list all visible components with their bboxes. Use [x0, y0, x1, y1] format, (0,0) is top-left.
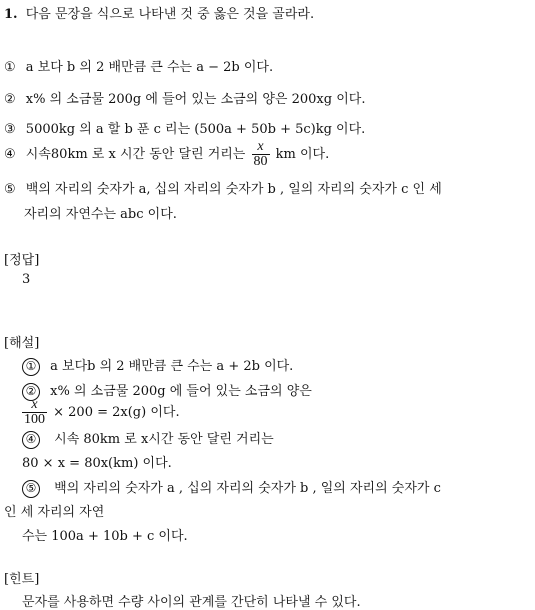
explanation-item-2-after: × 200 = 2x(g) 이다.	[53, 405, 180, 420]
explanation-item-4-text: 시속 80km 로 x시간 동안 달린 거리는	[54, 432, 274, 447]
hint-text: 문자를 사용하면 수량 사이의 관계를 간단히 나타낼 수 있다.	[22, 595, 361, 610]
option-1	[4, 56, 273, 75]
option-5	[4, 178, 442, 197]
option-2-text: x% 의 소금물 200g 에 들어 있는 소금의 양은 200xg 이다.	[25, 92, 366, 107]
option-5-line1: 백의 자리의 숫자가 a, 십의 자리의 숫자가 b , 일의 자리의 숫자가 c 인 세	[25, 182, 442, 197]
explanation-item-5-text: 백의 자리의 숫자가 a , 십의 자리의 숫자가 b , 일의 자리의 숫자가 c	[54, 481, 441, 496]
option-2	[4, 88, 365, 107]
explanation-item-1-mark: ①	[22, 358, 40, 376]
answer-value: 3	[22, 272, 31, 287]
question-prompt: 다음 문장을 식으로 나타낸 것 중 옳은 것을 골라라.	[25, 7, 315, 22]
option-3-mark: ③	[4, 122, 16, 137]
option-2-mark: ②	[4, 92, 16, 107]
option-4-mark: ④	[4, 147, 16, 162]
option-1-text: a 보다 b 의 2 배만큼 큰 수는 a − 2b 이다.	[25, 60, 274, 75]
explanation-item-2-frac-den: 100	[24, 412, 45, 427]
explanation-item-1-text: a 보다b 의 2 배만큼 큰 수는 a + 2b 이다.	[50, 359, 294, 374]
option-4-fraction	[252, 140, 270, 169]
explanation-item-5	[22, 477, 441, 498]
question-number: 1.	[4, 7, 18, 22]
explanation-item-4-mark: ④	[22, 431, 40, 449]
explanation-label: [해설]	[4, 336, 40, 351]
option-4-frac-num: x	[252, 140, 270, 155]
explanation-item-1	[22, 355, 293, 376]
explanation-item-2-text: x% 의 소금물 200g 에 들어 있는 소금의 양은	[50, 384, 312, 399]
answer-label: [정답]	[4, 253, 40, 268]
option-3-text: 5000kg 의 a 할 b 푼 c 리는 (500a + 50b + 5c)kg 이다.	[25, 122, 366, 137]
option-3	[4, 118, 365, 137]
option-4-frac-den: 80	[253, 154, 268, 169]
explanation-item-4	[22, 428, 274, 449]
option-5-mark: ⑤	[4, 182, 16, 197]
option-4-text: 시속80km 로 x 시간 동안 달린 거리는	[25, 147, 246, 162]
explanation-item-4-line2: 80 × x = 80x(km) 이다.	[22, 456, 172, 471]
explanation-item-2-frac-num: x	[22, 398, 47, 413]
explanation-item-2-mark: ②	[22, 383, 40, 401]
option-5-line2: 자리의 자연수는 abc 이다.	[24, 207, 177, 222]
explanation-item-5-line3: 수는 100a + 10b + c 이다.	[22, 529, 188, 544]
question-heading	[4, 3, 314, 22]
explanation-item-5-line2: 인 세 자리의 자연	[4, 505, 105, 520]
hint-label: [힌트]	[4, 572, 40, 587]
explanation-item-2-fraction	[22, 398, 47, 427]
option-1-mark: ①	[4, 60, 16, 75]
explanation-item-2-line2	[22, 398, 180, 427]
option-4	[4, 140, 329, 169]
option-4-text-after: km 이다.	[275, 147, 330, 162]
explanation-item-5-mark: ⑤	[22, 480, 40, 498]
